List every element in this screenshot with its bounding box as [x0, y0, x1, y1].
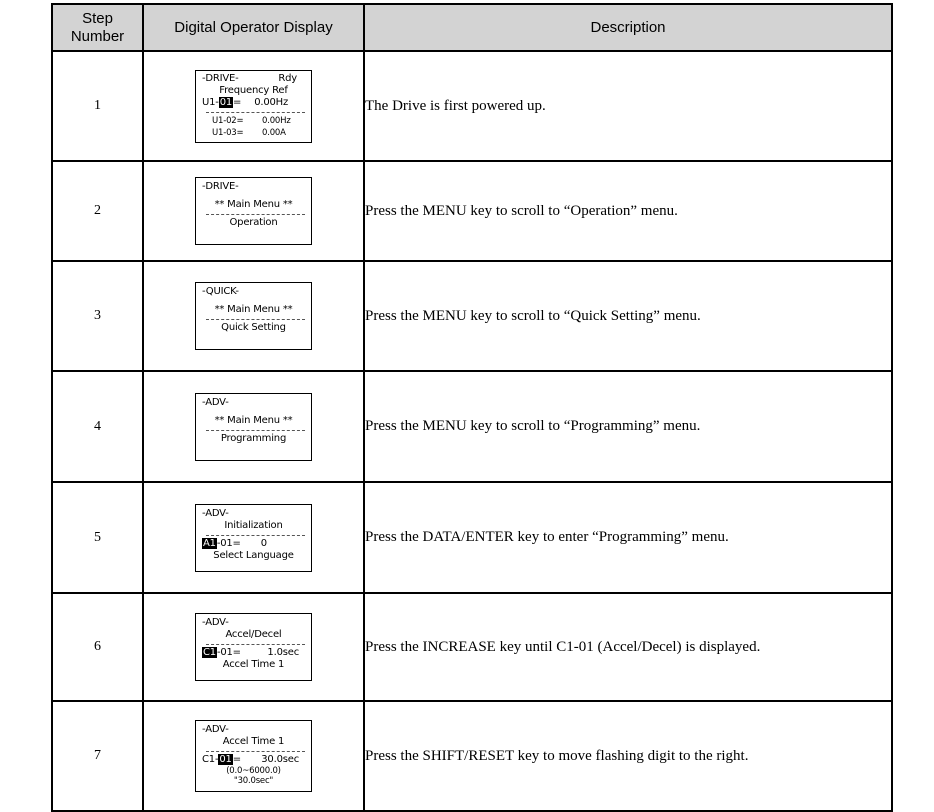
table-row [52, 371, 892, 482]
header-step-number [52, 4, 143, 51]
display-cell [143, 371, 364, 482]
lcd-param-suffix: -01= [216, 537, 241, 549]
lcd-menu-item: Programming [220, 432, 287, 444]
table-row [52, 701, 892, 811]
lcd-group-title: Initialization [224, 519, 283, 531]
display-cell [143, 482, 364, 593]
step-number: 6 [52, 593, 143, 701]
lcd-menu-heading: ** Main Menu ** [214, 199, 293, 210]
header-row [52, 4, 892, 51]
lcd-divider [206, 644, 305, 645]
lcd-monitor-value: 0.00Hz [262, 115, 291, 126]
lcd-mode: -ADV- [202, 507, 229, 519]
lcd-group-title: Accel/Decel [225, 629, 282, 640]
lcd-param-suffix: = [232, 754, 241, 765]
display-cell [143, 161, 364, 261]
operator-display [195, 282, 312, 350]
lcd-param-value: 0.00Hz [254, 96, 289, 108]
lcd-param-value: 0 [260, 537, 267, 549]
step-number: 5 [52, 482, 143, 593]
lcd-divider [206, 319, 305, 320]
table-row [52, 161, 892, 261]
lcd-menu-heading: ** Main Menu ** [214, 304, 293, 315]
procedure-table [51, 3, 893, 812]
step-description: Press the INCREASE key until C1-01 (Accel/Decel) is displayed. [364, 593, 892, 701]
step-description: The Drive is first powered up. [364, 51, 892, 161]
lcd-param-equals: = [233, 96, 242, 108]
lcd-group-title: Accel Time 1 [222, 736, 285, 747]
lcd-mode: -ADV- [202, 617, 229, 628]
lcd-param-suffix: -01= [216, 647, 241, 658]
lcd-mode: -ADV- [202, 396, 229, 408]
lcd-param-prefix: C1- [202, 754, 219, 765]
lcd-cursor-digits: A1 [203, 537, 216, 549]
operator-display [195, 70, 312, 143]
display-cell [143, 593, 364, 701]
step-number: 7 [52, 701, 143, 811]
lcd-divider [206, 214, 305, 215]
lcd-mode: -ADV- [202, 724, 229, 735]
step-description: Press the MENU key to scroll to “Operation” menu. [364, 161, 892, 261]
lcd-monitor-label: U1-02= [212, 115, 244, 126]
lcd-divider [206, 535, 305, 536]
step-description: Press the MENU key to scroll to “Programming” menu. [364, 371, 892, 482]
operator-display [195, 720, 312, 792]
lcd-param-value: 1.0sec [267, 647, 299, 658]
step-description: Press the SHIFT/RESET key to move flashing digit to the right. [364, 701, 892, 811]
lcd-mode: -DRIVE- [202, 181, 239, 192]
display-cell [143, 701, 364, 811]
lcd-status: Rdy [278, 72, 297, 84]
lcd-divider [206, 430, 305, 431]
table-row [52, 482, 892, 593]
lcd-mode: -QUICK- [202, 286, 239, 297]
lcd-param-caption: Select Language [213, 549, 294, 561]
lcd-param-range: (0.0~6000.0) [226, 766, 281, 776]
lcd-param-value: 30.0sec [261, 754, 299, 765]
lcd-mode: -DRIVE- [202, 72, 239, 84]
operator-display [195, 504, 312, 572]
lcd-param-caption: Accel Time 1 [222, 659, 285, 670]
operator-display [195, 393, 312, 461]
lcd-cursor-digits: C1 [203, 647, 216, 658]
table-row [52, 261, 892, 371]
step-number: 4 [52, 371, 143, 482]
lcd-cursor-digits: 01 [219, 754, 232, 765]
step-number: 3 [52, 261, 143, 371]
header-display: Digital Operator Display [143, 4, 364, 51]
header-step-line1: Step [82, 9, 113, 27]
step-description: Press the DATA/ENTER key to enter “Programming” menu. [364, 482, 892, 593]
table-row [52, 51, 892, 161]
lcd-divider [206, 751, 305, 752]
operator-display [195, 177, 312, 245]
lcd-menu-heading: ** Main Menu ** [214, 414, 293, 426]
header-step-line2: Number [70, 27, 125, 45]
step-description: Press the MENU key to scroll to “Quick Setting” menu. [364, 261, 892, 371]
lcd-param-default: "30.0sec" [233, 776, 274, 786]
lcd-monitor-value: 0.00A [262, 127, 286, 138]
lcd-param-prefix: U1- [202, 96, 219, 108]
lcd-title: Frequency Ref [219, 84, 288, 96]
step-number: 2 [52, 161, 143, 261]
lcd-cursor-digits: 01 [219, 96, 233, 108]
header-description: Description [364, 4, 892, 51]
lcd-monitor-label: U1-03= [212, 127, 244, 138]
lcd-divider [206, 112, 305, 113]
lcd-menu-item: Quick Setting [221, 322, 286, 333]
lcd-menu-item: Operation [229, 217, 278, 228]
display-cell [143, 51, 364, 161]
operator-display [195, 613, 312, 681]
step-number: 1 [52, 51, 143, 161]
table-row [52, 593, 892, 701]
display-cell [143, 261, 364, 371]
